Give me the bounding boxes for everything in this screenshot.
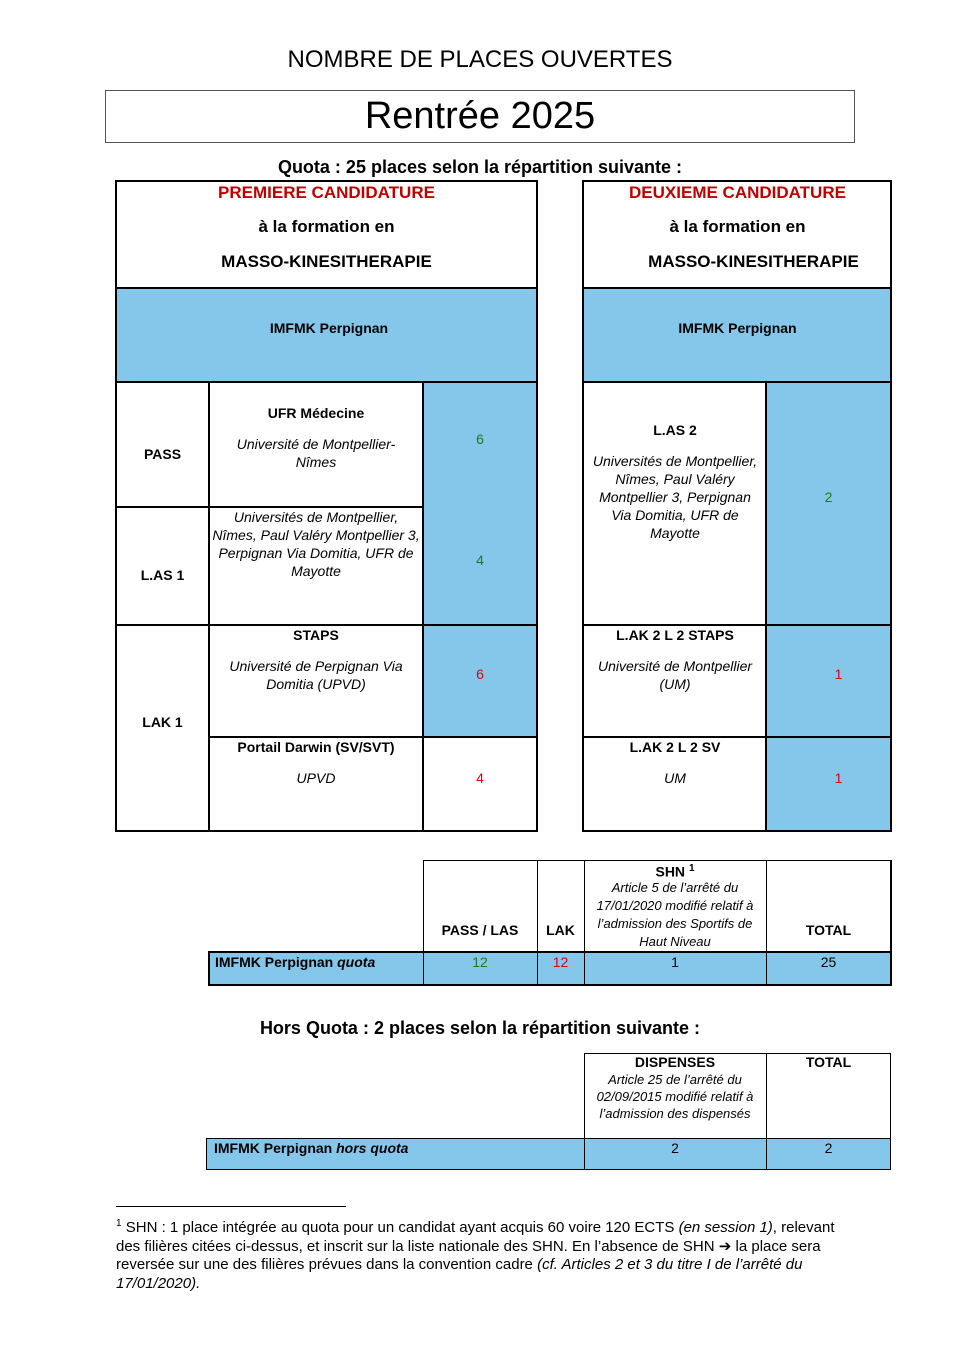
lak1-label: LAK 1 [142,714,183,730]
staps-value: 6 [476,666,484,682]
darwin-value: 4 [476,770,484,786]
staps-title: STAPS [293,627,339,643]
darwin-university: UPVD [296,770,336,786]
second-program-name: MASSO-KINESITHERAPIE [648,252,859,271]
hors-row-label: IMFMK Perpignan hors quota [214,1140,409,1156]
hors-col-dispenses: DISPENSES [634,1054,716,1070]
hors-total-value: 2 [824,1140,833,1156]
hors-dispenses-description: Article 25 de l’arrêté du 02/09/2015 modifié relatif à l’admission des dispensés [596,1072,754,1121]
las1-universities: Universités de Montpellier, Nîmes, Paul Valéry Montpellier 3, Perpignan Via Domitia, UFR de Mayotte [212,509,420,579]
hors-col-total: TOTAL [805,1054,852,1070]
summary-shn-value: 1 [671,954,679,970]
shn-title: SHN [655,863,686,880]
summary-shn-description: Article 5 de l’arrêté du 17/01/2020 modifié relatif à l’admission des Sportifs de Haut Niveau [596,880,754,949]
footnote: $^1$ SHN : 1 place intégrée au quota pour un candidat ayant acquis 60 voire 120 ECTS (en session 1), relevant des filières citées ci-dessus, et inscrit sur la liste nationale des SHN. En l’absence de SHN ➔ la place sera reversée sur une des filières prévues dans la convention cadre (cf. Articles 2 et 3 du titre I de l’arrêté du 17/01/2020). [116,1218,835,1292]
year-box [105,90,855,143]
las1-label: L.AS 1 [140,567,185,583]
first-formation-line: à la formation en [258,217,395,236]
summary-col-total: TOTAL [805,922,852,938]
staps-university: Université de Perpignan Via Domitia (UPVD) [229,658,403,692]
las1-value: 4 [476,552,484,568]
lak2-sv-university: UM [664,770,686,786]
summary-col-shn [584,860,766,881]
lak2-staps-value: 1 [834,666,843,682]
shn-footnote-marker: 1 [688,863,695,874]
hors-quota-heading: Hors Quota : 2 places selon la répartition suivante : [259,1018,701,1038]
lak2-sv-value: 1 [834,770,843,786]
arrow-icon: ➔ [718,1237,732,1255]
las2-value: 2 [824,489,833,505]
lak2-sv-title: L.AK 2 L 2 SV [629,739,721,755]
first-candidature-label: PREMIERE CANDIDATURE [218,183,435,202]
summary-row-label: IMFMK Perpignan quota [215,954,376,970]
summary-pass-value: 12 [472,954,488,970]
lak2-staps-title: L.AK 2 L 2 STAPS [616,627,734,643]
ufr-medecine-title: UFR Médecine [267,405,365,421]
page-title: NOMBRE DE PLACES OUVERTES [287,46,673,73]
pass-value: 6 [476,431,484,447]
summary-col-pass-las: PASS / LAS [441,922,519,938]
footnote-marker: 1 [116,1218,122,1229]
quota-heading: Quota : 25 places selon la répartition suivante : [277,157,683,177]
pass-label: PASS [143,446,182,462]
summary-lak-value: 12 [552,954,569,970]
footnote-separator [116,1206,346,1207]
hors-dispenses-value: 2 [671,1140,679,1156]
lak2-staps-university: Université de Montpellier (UM) [597,658,753,692]
darwin-title: Portail Darwin (SV/SVT) [237,739,395,755]
second-formation-line: à la formation en [669,217,806,236]
second-value-column [766,381,891,830]
ufr-medecine-university: Université de Montpellier-Nîmes [236,436,396,470]
las2-universities: Universités de Montpellier, Nîmes, Paul Valéry Montpellier 3, Perpignan Via Domitia, UFR de Mayotte [592,453,758,541]
las2-title: L.AS 2 [653,422,697,438]
first-institute-name: IMFMK Perpignan [269,320,389,336]
summary-total-value: 25 [820,954,837,970]
year-title: Rentrée 2025 [364,95,596,137]
second-institute-name: IMFMK Perpignan [678,320,797,336]
summary-col-lak: LAK [546,922,575,938]
first-program-name: MASSO-KINESITHERAPIE [221,252,432,271]
second-candidature-label: DEUXIEME CANDIDATURE [629,183,846,202]
